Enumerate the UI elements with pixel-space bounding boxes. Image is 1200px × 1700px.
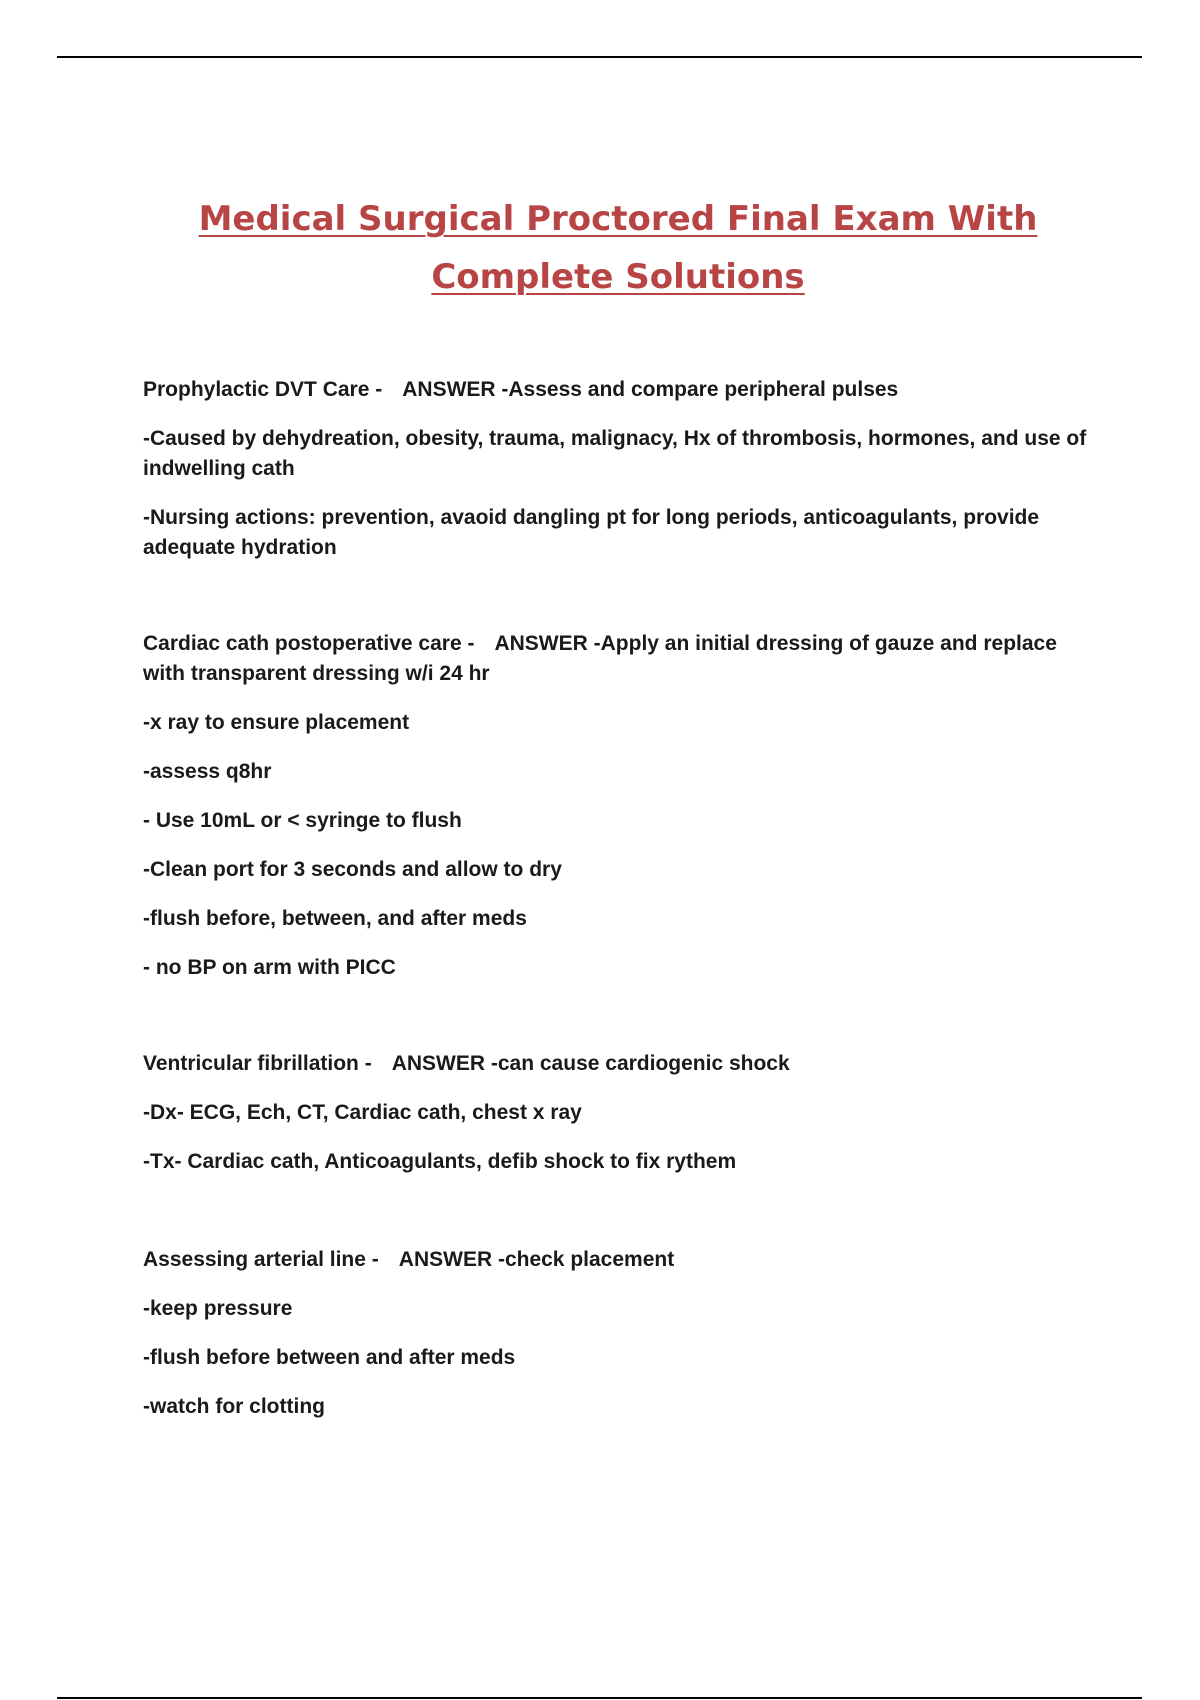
qa-detail-line: -watch for clotting (143, 1395, 325, 1418)
document-body (143, 375, 1103, 1472)
qa-item (143, 375, 1103, 563)
qa-item (143, 1049, 1103, 1177)
top-rule (57, 56, 1142, 58)
title-line-2: Complete Solutions (431, 257, 805, 297)
qa-detail-line: -keep pressure (143, 1297, 293, 1320)
qa-question: Assessing arterial line - (143, 1248, 379, 1271)
qa-question-line (143, 375, 1103, 405)
qa-question: Cardiac cath postoperative care - (143, 632, 475, 655)
qa-detail-line: -flush before, between, and after meds (143, 907, 527, 930)
qa-question-line (143, 1245, 1103, 1275)
qa-question: Prophylactic DVT Care - (143, 378, 383, 401)
qa-question: Ventricular fibrillation - (143, 1052, 372, 1075)
qa-answer: ANSWER -can cause cardiogenic shock (391, 1052, 790, 1075)
qa-detail-line: -x ray to ensure placement (143, 711, 410, 734)
document-title (100, 190, 1136, 306)
qa-question-line (143, 1049, 1103, 1079)
qa-item (143, 1245, 1103, 1422)
qa-answer: ANSWER -Apply an initial dressing of gauze and replace with transparent dressing w/i 24 hr (143, 632, 1057, 685)
qa-detail-line: -assess q8hr (143, 760, 272, 783)
qa-answer: ANSWER -check placement (398, 1248, 675, 1271)
qa-detail-line: -Clean port for 3 seconds and allow to dry (143, 858, 562, 881)
bottom-rule (57, 1697, 1142, 1699)
title-line-1: Medical Surgical Proctored Final Exam With (198, 199, 1038, 239)
qa-question-line (143, 629, 1103, 689)
qa-detail-line: - Use 10mL or < syringe to flush (143, 809, 462, 832)
qa-item (143, 629, 1103, 983)
qa-detail-line: -flush before between and after meds (143, 1346, 516, 1369)
qa-detail-line: -Tx- Cardiac cath, Anticoagulants, defib shock to fix rythem (143, 1150, 737, 1173)
qa-detail-line: - no BP on arm with PICC (143, 956, 396, 979)
qa-detail-line: -Caused by dehydreation, obesity, trauma, malignacy, Hx of thrombosis, hormones, and use of indwelling cath (143, 427, 1087, 480)
qa-answer: ANSWER -Assess and compare peripheral pulses (402, 378, 899, 401)
qa-detail-line: -Dx- ECG, Ech, CT, Cardiac cath, chest x ray (143, 1101, 582, 1124)
qa-detail-line: -Nursing actions: prevention, avaoid dangling pt for long periods, anticoagulants, provide adequate hydration (143, 506, 1040, 559)
